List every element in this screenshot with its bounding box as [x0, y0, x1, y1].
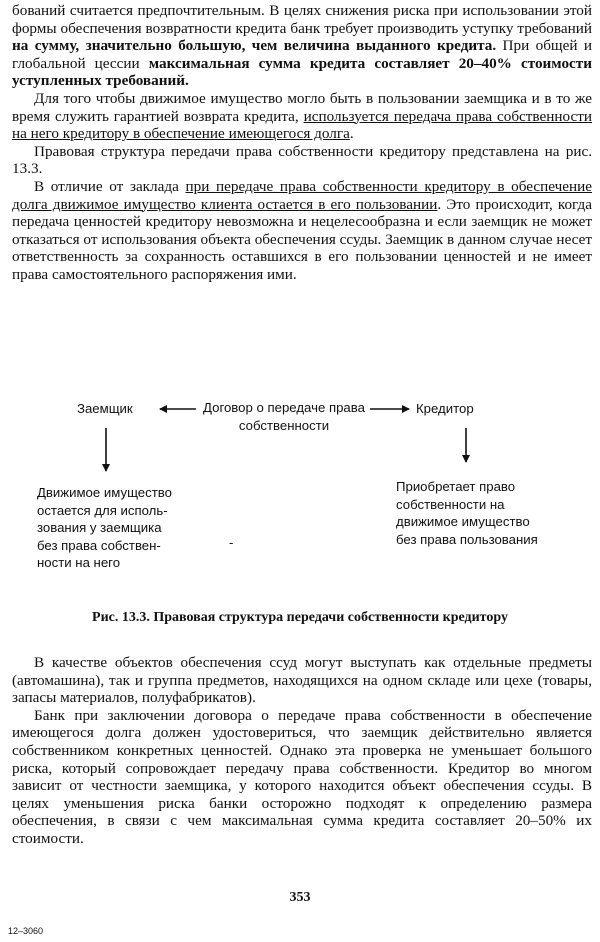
body-text-bottom — [12, 654, 592, 848]
diagram-stray-mark: - — [229, 535, 234, 550]
paragraph-cession-text-a: бований считается предпочтительным. В целях снижения риска при использовании этой формы обеспечения возвратности кредита банк требует производить уступку требований — [12, 2, 592, 37]
paragraph-movable-text-b: . — [349, 125, 354, 143]
paragraph-pledge-text-a: В отличие от заклада — [34, 177, 186, 195]
diagram-right-line-3: движимое имущество — [396, 514, 530, 530]
diagram-right-line-2: собственности на — [396, 496, 505, 512]
diagram-contract-label — [196, 399, 372, 434]
paragraph-pledge-underlined: при передаче права собственности кредитору в обеспечение долга движимое имущество клиента остается в его пользовании — [12, 177, 592, 213]
paragraph-collateral-objects — [12, 654, 592, 707]
diagram-creditor-label: Кредитор — [416, 401, 474, 416]
paragraph-movable-underlined: используется передача права собственности на него кредитору в обеспечение имеющегося долга — [12, 107, 592, 143]
diagram-contract-line-1: Договор о передаче права — [203, 400, 365, 415]
paragraph-pledge-text-b: . Это происходит, когда передача ценностей кредитору невозможна и нецелесообразна и если заемщик не может отказаться от использования объекта обеспечения ссуды. Заемщик в данном случае несет ответственность за сохранность оставшихся в его пользовании ценностей и не имеет права самостоятельного распоряжения ими. — [12, 195, 593, 283]
paragraph-cession-bold-b: максимальная сумма кредита составляет 20–40% стоимости уступленных требований. — [12, 54, 592, 90]
diagram-left-line-1: Движимое имущество — [37, 485, 172, 500]
diagram-left-line-3: зования у заемщика — [37, 520, 162, 536]
diagram-right-box — [396, 478, 538, 548]
diagram-left-line-2: остается для исполь- — [37, 502, 168, 518]
paragraph-bank-verification-text: Банк при заключении договора о передаче права собственности в обеспечение имеющегося долга должен удостовериться, что заемщик действительно является собственником конкретных ценностей. Однако эта проверка не уменьшает большого риска, который сопровождает передачу права собственности. Кредитор во многом зависит от честности заемщика, у которого находится объект обеспечения ссуды. В целях уменьшения риска банки осторожно подходят к определению размера обеспечения, в связи с чем максимальная сумма кредита составляет 20–50% их стоимости. — [12, 706, 592, 847]
paragraph-cession-bold-a: на сумму, значительно большую, чем величина выданного кредита. — [12, 37, 497, 55]
diagram-right-line-1: Приобретает право — [396, 479, 516, 494]
paragraph-figure-reference-text: Правовая структура передачи права собственности кредитору представлена на рис. 13.3. — [12, 142, 592, 178]
page-number: 353 — [289, 890, 311, 905]
diagram-right-line-4: без права пользования — [396, 531, 538, 547]
diagram-left-box — [37, 484, 172, 572]
paragraph-cession-text-b: При общей и глобальной цессии — [12, 37, 593, 72]
paragraph-collateral-objects-text: В качестве объектов обеспечения ссуд могут выступать как отдельные предметы (автомашина), так и группа предметов, находящихся на одном складе или цехе (товары, запасы материалов, полуфабрикатов). — [12, 654, 592, 707]
paragraph-bank-verification — [12, 707, 592, 848]
diagram-borrower-label: Заемщик — [77, 401, 133, 416]
diagram-left-line-4: без права собствен- — [37, 537, 161, 553]
diagram-left-line-5: ности на него — [37, 555, 121, 571]
footer-print-code: 12–3060 — [8, 926, 44, 936]
paragraph-movable-text-a: Для того чтобы движимое имущество могло быть в пользовании заемщика и в то же время служить гарантией возврата кредита, — [12, 89, 592, 125]
figure-caption: Рис. 13.3. Правовая структура передачи собственности кредитору — [92, 610, 508, 625]
diagram-contract-line-2: собственности — [238, 417, 330, 433]
